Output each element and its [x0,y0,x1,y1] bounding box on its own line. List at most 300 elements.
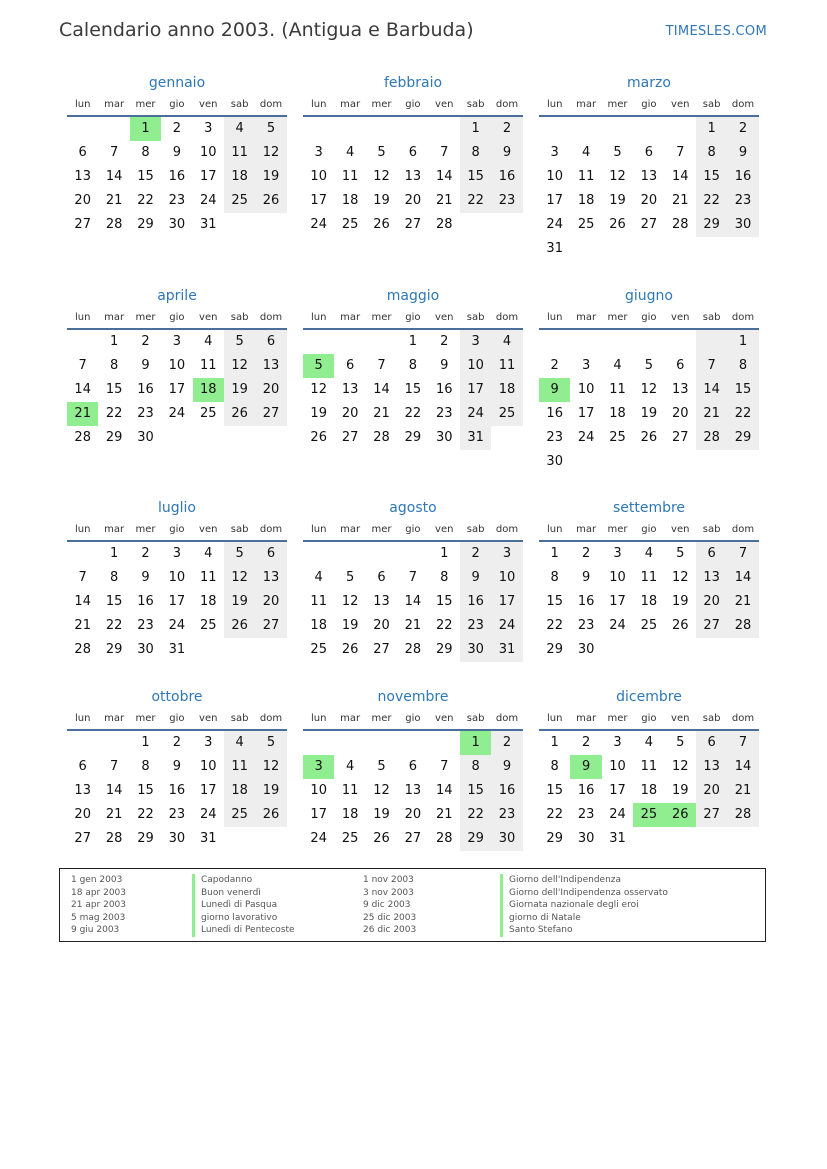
day-cell[interactable]: 12 [255,755,286,779]
day-cell[interactable]: 2 [581,546,591,561]
day-cell[interactable]: 8 [141,145,150,160]
day-cell[interactable]: 14 [671,169,689,184]
day-cell[interactable]: 29 [105,430,123,445]
day-cell[interactable]: 6 [696,542,727,566]
day-cell[interactable]: 16 [435,382,453,397]
day-cell[interactable]: 20 [640,193,658,208]
day-cell[interactable]: 8 [141,759,150,774]
day-cell[interactable]: 30 [168,831,186,846]
day-cell[interactable]: 2 [141,546,150,561]
day-cell[interactable]: 5 [644,358,653,373]
day-cell[interactable]: 7 [78,358,87,373]
day-cell[interactable]: 17 [609,783,626,798]
day-cell[interactable]: 1 [460,117,491,141]
day-cell[interactable]: 15 [546,594,563,609]
day-cell[interactable]: 15 [137,783,154,798]
day-cell[interactable]: 26 [609,217,626,232]
day-cell[interactable]: 5 [224,330,255,354]
day-cell[interactable]: 10 [168,358,186,373]
day-cell[interactable]: 19 [310,406,327,421]
day-cell[interactable]: 4 [644,735,653,750]
day-cell[interactable]: 27 [255,402,286,426]
day-cell[interactable]: 30 [137,430,154,445]
day-cell[interactable]: 23 [491,189,522,213]
day-cell[interactable]: 10 [546,169,563,184]
day-cell[interactable]: 18 [199,594,217,609]
day-cell[interactable]: 23 [435,406,453,421]
day-cell[interactable]: 17 [168,382,186,397]
day-cell[interactable]: 27 [74,831,91,846]
day-cell[interactable]: 15 [696,165,727,189]
day-cell[interactable]: 7 [727,542,758,566]
day-cell[interactable]: 15 [404,382,422,397]
day-cell[interactable]: 15 [460,779,491,803]
day-cell[interactable]: 18 [609,406,626,421]
day-cell[interactable]: 11 [199,570,217,585]
day-cell[interactable]: 10 [609,570,626,585]
day-cell[interactable]: 19 [671,783,689,798]
day-cell[interactable]: 31 [546,241,563,256]
day-cell[interactable]: 15 [105,594,123,609]
day-cell[interactable]: 13 [255,354,286,378]
day-cell[interactable]: 20 [404,807,422,822]
day-cell[interactable]: 24 [609,618,626,633]
day-cell[interactable]: 24 [168,406,186,421]
day-cell[interactable]: 5 [255,731,286,755]
day-cell[interactable]: 29 [137,831,154,846]
day-cell[interactable]: 20 [671,406,689,421]
day-cell[interactable]: 20 [255,590,286,614]
day-cell[interactable]: 11 [310,594,327,609]
day-cell[interactable]: 7 [440,759,449,774]
day-cell[interactable]: 11 [609,382,626,397]
holiday-day-cell[interactable]: 1 [130,117,161,141]
day-cell[interactable]: 7 [727,731,758,755]
day-cell[interactable]: 1 [550,546,559,561]
day-cell[interactable]: 2 [581,735,591,750]
day-cell[interactable]: 29 [546,642,563,657]
day-cell[interactable]: 1 [440,546,449,561]
day-cell[interactable]: 10 [199,759,217,774]
day-cell[interactable]: 27 [696,614,727,638]
holiday-day-cell[interactable]: 18 [193,378,224,402]
day-cell[interactable]: 1 [109,546,119,561]
day-cell[interactable]: 29 [105,642,123,657]
day-cell[interactable]: 4 [314,570,323,585]
day-cell[interactable]: 23 [168,807,186,822]
day-cell[interactable]: 28 [74,642,91,657]
day-cell[interactable]: 12 [373,169,390,184]
day-cell[interactable]: 2 [141,334,150,349]
day-cell[interactable]: 25 [199,618,217,633]
day-cell[interactable]: 30 [491,827,522,851]
day-cell[interactable]: 18 [577,193,595,208]
day-cell[interactable]: 22 [105,618,123,633]
day-cell[interactable]: 15 [137,169,154,184]
day-cell[interactable]: 24 [199,807,217,822]
day-cell[interactable]: 8 [460,755,491,779]
day-cell[interactable]: 21 [105,807,123,822]
day-cell[interactable]: 22 [460,189,491,213]
day-cell[interactable]: 14 [105,169,123,184]
day-cell[interactable]: 10 [310,783,327,798]
day-cell[interactable]: 12 [671,570,689,585]
day-cell[interactable]: 22 [137,193,154,208]
day-cell[interactable]: 12 [310,382,327,397]
day-cell[interactable]: 12 [671,759,689,774]
day-cell[interactable]: 23 [491,803,522,827]
holiday-day-cell[interactable]: 3 [303,755,334,779]
day-cell[interactable]: 23 [168,193,186,208]
brand-logo[interactable]: TIMESLES.COM [665,24,767,39]
day-cell[interactable]: 19 [341,618,359,633]
day-cell[interactable]: 15 [105,382,123,397]
day-cell[interactable]: 19 [640,406,658,421]
day-cell[interactable]: 29 [435,642,453,657]
day-cell[interactable]: 7 [676,145,685,160]
day-cell[interactable]: 20 [373,618,390,633]
day-cell[interactable]: 31 [199,831,217,846]
day-cell[interactable]: 28 [671,217,689,232]
day-cell[interactable]: 23 [727,189,758,213]
day-cell[interactable]: 13 [373,594,390,609]
day-cell[interactable]: 5 [255,117,286,141]
day-cell[interactable]: 13 [671,382,689,397]
day-cell[interactable]: 31 [609,831,626,846]
day-cell[interactable]: 19 [224,378,255,402]
day-cell[interactable]: 21 [727,590,758,614]
day-cell[interactable]: 24 [310,217,327,232]
day-cell[interactable]: 6 [696,731,727,755]
day-cell[interactable]: 11 [224,755,255,779]
day-cell[interactable]: 2 [727,117,758,141]
day-cell[interactable]: 19 [609,193,626,208]
day-cell[interactable]: 10 [310,169,327,184]
day-cell[interactable]: 16 [460,590,491,614]
day-cell[interactable]: 2 [550,358,559,373]
day-cell[interactable]: 14 [373,382,390,397]
day-cell[interactable]: 13 [404,783,422,798]
day-cell[interactable]: 26 [255,803,286,827]
day-cell[interactable]: 5 [345,570,355,585]
holiday-day-cell[interactable]: 21 [67,402,98,426]
day-cell[interactable]: 4 [204,546,213,561]
holiday-day-cell[interactable]: 5 [303,354,334,378]
holiday-day-cell[interactable]: 1 [460,731,491,755]
day-cell[interactable]: 9 [172,145,181,160]
day-cell[interactable]: 26 [255,189,286,213]
day-cell[interactable]: 22 [435,618,453,633]
day-cell[interactable]: 29 [696,213,727,237]
day-cell[interactable]: 14 [74,382,91,397]
day-cell[interactable]: 16 [137,594,154,609]
day-cell[interactable]: 9 [141,570,150,585]
day-cell[interactable]: 16 [491,165,522,189]
day-cell[interactable]: 10 [460,354,491,378]
holiday-day-cell[interactable]: 26 [665,803,696,827]
day-cell[interactable]: 5 [613,145,622,160]
day-cell[interactable]: 17 [491,590,522,614]
day-cell[interactable]: 21 [727,779,758,803]
day-cell[interactable]: 29 [460,827,491,851]
day-cell[interactable]: 6 [644,145,653,160]
holiday-day-cell[interactable]: 25 [633,803,664,827]
day-cell[interactable]: 4 [613,358,622,373]
day-cell[interactable]: 31 [491,638,522,662]
day-cell[interactable]: 28 [105,217,123,232]
day-cell[interactable]: 23 [460,614,491,638]
day-cell[interactable]: 4 [224,117,255,141]
day-cell[interactable]: 2 [491,117,522,141]
day-cell[interactable]: 25 [224,189,255,213]
day-cell[interactable]: 20 [404,193,422,208]
day-cell[interactable]: 9 [172,759,181,774]
day-cell[interactable]: 4 [644,546,653,561]
day-cell[interactable]: 24 [310,831,327,846]
day-cell[interactable]: 19 [373,193,390,208]
day-cell[interactable]: 25 [609,430,626,445]
day-cell[interactable]: 4 [345,145,355,160]
day-cell[interactable]: 27 [404,217,422,232]
day-cell[interactable]: 14 [74,594,91,609]
day-cell[interactable]: 29 [404,430,422,445]
day-cell[interactable]: 26 [341,642,359,657]
day-cell[interactable]: 22 [696,189,727,213]
day-cell[interactable]: 26 [310,430,327,445]
day-cell[interactable]: 30 [577,642,595,657]
day-cell[interactable]: 25 [310,642,327,657]
day-cell[interactable]: 9 [581,570,591,585]
day-cell[interactable]: 14 [727,755,758,779]
day-cell[interactable]: 25 [491,402,522,426]
day-cell[interactable]: 16 [168,169,186,184]
holiday-day-cell[interactable]: 9 [570,755,601,779]
day-cell[interactable]: 9 [141,358,150,373]
day-cell[interactable]: 21 [404,618,422,633]
day-cell[interactable]: 7 [440,145,449,160]
day-cell[interactable]: 15 [546,783,563,798]
day-cell[interactable]: 21 [373,406,390,421]
day-cell[interactable]: 26 [373,217,390,232]
day-cell[interactable]: 9 [440,358,449,373]
day-cell[interactable]: 7 [377,358,386,373]
day-cell[interactable]: 23 [137,406,154,421]
day-cell[interactable]: 30 [727,213,758,237]
day-cell[interactable]: 29 [727,426,758,450]
day-cell[interactable]: 3 [204,735,213,750]
day-cell[interactable]: 24 [546,217,563,232]
day-cell[interactable]: 16 [727,165,758,189]
day-cell[interactable]: 15 [727,378,758,402]
day-cell[interactable]: 28 [74,430,91,445]
day-cell[interactable]: 3 [613,546,622,561]
day-cell[interactable]: 22 [137,807,154,822]
day-cell[interactable]: 22 [460,803,491,827]
day-cell[interactable]: 11 [640,570,658,585]
day-cell[interactable]: 1 [109,334,119,349]
day-cell[interactable]: 21 [74,618,91,633]
day-cell[interactable]: 14 [727,566,758,590]
day-cell[interactable]: 31 [168,642,186,657]
day-cell[interactable]: 3 [581,358,591,373]
day-cell[interactable]: 19 [255,779,286,803]
day-cell[interactable]: 30 [546,454,563,469]
day-cell[interactable]: 14 [696,378,727,402]
day-cell[interactable]: 6 [345,358,355,373]
day-cell[interactable]: 14 [404,594,422,609]
day-cell[interactable]: 3 [314,145,323,160]
day-cell[interactable]: 2 [460,542,491,566]
day-cell[interactable]: 15 [460,165,491,189]
day-cell[interactable]: 24 [491,614,522,638]
day-cell[interactable]: 10 [491,566,522,590]
day-cell[interactable]: 17 [199,783,217,798]
day-cell[interactable]: 10 [168,570,186,585]
day-cell[interactable]: 28 [373,430,390,445]
day-cell[interactable]: 30 [137,642,154,657]
day-cell[interactable]: 23 [137,618,154,633]
day-cell[interactable]: 20 [255,378,286,402]
day-cell[interactable]: 2 [172,735,181,750]
day-cell[interactable]: 23 [546,430,563,445]
day-cell[interactable]: 8 [550,570,559,585]
day-cell[interactable]: 27 [640,217,658,232]
day-cell[interactable]: 15 [435,594,453,609]
day-cell[interactable]: 27 [341,430,359,445]
day-cell[interactable]: 12 [224,566,255,590]
day-cell[interactable]: 14 [435,169,453,184]
day-cell[interactable]: 5 [676,546,685,561]
day-cell[interactable]: 9 [727,141,758,165]
day-cell[interactable]: 8 [440,570,449,585]
day-cell[interactable]: 6 [78,759,87,774]
day-cell[interactable]: 31 [199,217,217,232]
day-cell[interactable]: 13 [696,755,727,779]
day-cell[interactable]: 18 [341,193,359,208]
day-cell[interactable]: 22 [105,406,123,421]
day-cell[interactable]: 4 [204,334,213,349]
day-cell[interactable]: 7 [408,570,417,585]
day-cell[interactable]: 18 [224,165,255,189]
day-cell[interactable]: 11 [199,358,217,373]
day-cell[interactable]: 30 [435,430,453,445]
day-cell[interactable]: 17 [577,406,595,421]
day-cell[interactable]: 11 [577,169,595,184]
day-cell[interactable]: 20 [696,779,727,803]
day-cell[interactable]: 24 [577,430,595,445]
day-cell[interactable]: 18 [640,594,658,609]
day-cell[interactable]: 20 [341,406,359,421]
day-cell[interactable]: 3 [613,735,622,750]
day-cell[interactable]: 27 [404,831,422,846]
day-cell[interactable]: 28 [105,831,123,846]
day-cell[interactable]: 21 [435,807,453,822]
day-cell[interactable]: 8 [109,358,119,373]
day-cell[interactable]: 28 [696,426,727,450]
day-cell[interactable]: 4 [224,731,255,755]
day-cell[interactable]: 25 [224,803,255,827]
day-cell[interactable]: 11 [341,169,359,184]
day-cell[interactable]: 25 [341,831,359,846]
holiday-day-cell[interactable]: 9 [539,378,570,402]
day-cell[interactable]: 9 [491,755,522,779]
day-cell[interactable]: 1 [696,117,727,141]
day-cell[interactable]: 4 [581,145,591,160]
day-cell[interactable]: 21 [671,193,689,208]
day-cell[interactable]: 3 [172,546,181,561]
day-cell[interactable]: 18 [310,618,327,633]
day-cell[interactable]: 23 [577,807,595,822]
day-cell[interactable]: 5 [377,759,386,774]
day-cell[interactable]: 2 [172,121,181,136]
day-cell[interactable]: 5 [224,542,255,566]
day-cell[interactable]: 4 [491,330,522,354]
day-cell[interactable]: 19 [224,590,255,614]
day-cell[interactable]: 8 [696,141,727,165]
day-cell[interactable]: 26 [224,402,255,426]
day-cell[interactable]: 19 [373,807,390,822]
day-cell[interactable]: 13 [696,566,727,590]
day-cell[interactable]: 27 [255,614,286,638]
day-cell[interactable]: 25 [640,618,658,633]
day-cell[interactable]: 17 [310,807,327,822]
day-cell[interactable]: 6 [676,358,685,373]
day-cell[interactable]: 13 [74,169,91,184]
day-cell[interactable]: 3 [172,334,181,349]
day-cell[interactable]: 22 [404,406,422,421]
day-cell[interactable]: 26 [671,618,689,633]
day-cell[interactable]: 12 [255,141,286,165]
day-cell[interactable]: 27 [696,803,727,827]
day-cell[interactable]: 17 [199,169,217,184]
day-cell[interactable]: 6 [255,542,286,566]
day-cell[interactable]: 16 [546,406,563,421]
day-cell[interactable]: 13 [341,382,359,397]
day-cell[interactable]: 10 [199,145,217,160]
day-cell[interactable]: 3 [204,121,213,136]
day-cell[interactable]: 20 [74,807,91,822]
day-cell[interactable]: 25 [199,406,217,421]
day-cell[interactable]: 11 [341,783,359,798]
day-cell[interactable]: 29 [137,217,154,232]
day-cell[interactable]: 28 [435,217,453,232]
day-cell[interactable]: 5 [377,145,386,160]
day-cell[interactable]: 20 [74,193,91,208]
day-cell[interactable]: 3 [550,145,559,160]
day-cell[interactable]: 6 [408,145,417,160]
day-cell[interactable]: 17 [609,594,626,609]
day-cell[interactable]: 31 [460,426,491,450]
day-cell[interactable]: 17 [310,193,327,208]
day-cell[interactable]: 9 [491,141,522,165]
day-cell[interactable]: 7 [109,759,119,774]
day-cell[interactable]: 1 [727,330,758,354]
day-cell[interactable]: 13 [74,783,91,798]
day-cell[interactable]: 29 [546,831,563,846]
day-cell[interactable]: 16 [168,783,186,798]
day-cell[interactable]: 7 [78,570,87,585]
day-cell[interactable]: 12 [640,382,658,397]
day-cell[interactable]: 30 [577,831,595,846]
day-cell[interactable]: 2 [491,731,522,755]
day-cell[interactable]: 18 [224,779,255,803]
day-cell[interactable]: 12 [609,169,626,184]
day-cell[interactable]: 24 [199,193,217,208]
day-cell[interactable]: 22 [546,807,563,822]
day-cell[interactable]: 3 [491,542,522,566]
day-cell[interactable]: 18 [491,378,522,402]
day-cell[interactable]: 8 [460,141,491,165]
